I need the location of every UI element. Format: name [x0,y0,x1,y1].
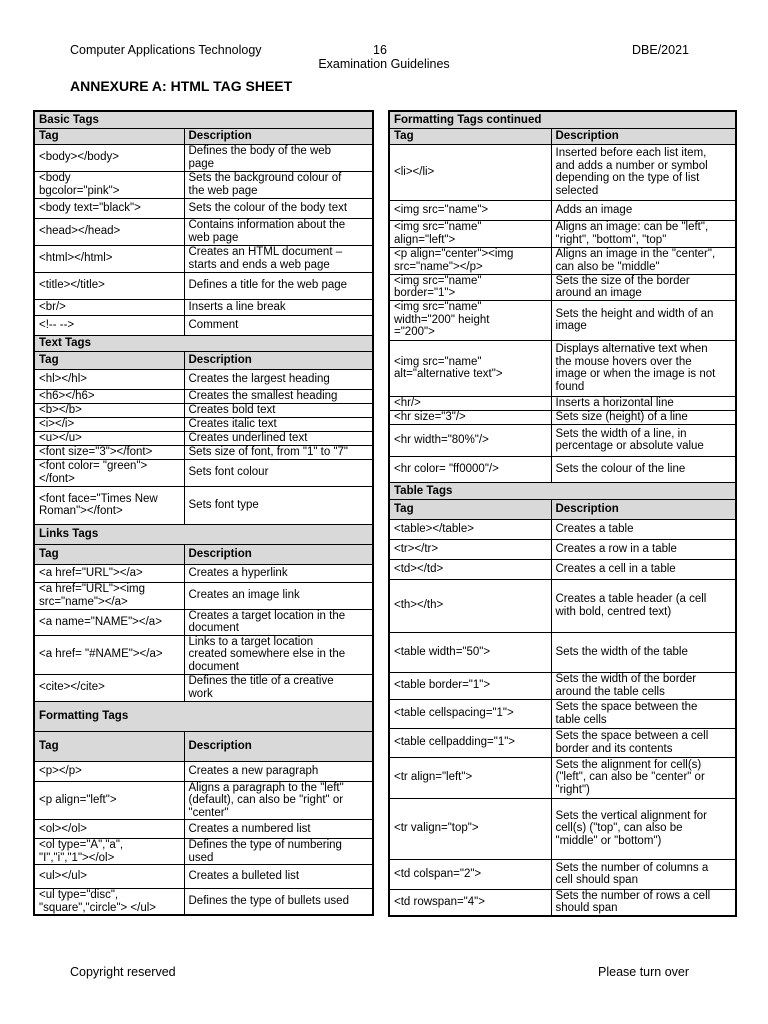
table-row [389,579,736,632]
table-row [34,865,373,889]
description-cell: Creates a new paragraph [184,761,373,781]
table-row [34,218,373,245]
table-row [34,299,373,315]
tag-cell: <li></li> [389,144,551,200]
description-cell: Creates a table header (a cell with bold, centred text) [551,579,736,632]
table-row [34,486,373,524]
description-cell: Sets the number of columns a cell should span [551,859,736,889]
table-row [34,609,373,635]
page-title: ANNEXURE A: HTML TAG SHEET [70,78,293,94]
footer-copyright: Copyright reserved [70,965,176,979]
tag-cell: <br/> [34,299,184,315]
table-row [34,431,373,445]
description-cell: Sets the width of the table [551,632,736,672]
description-cell: Inserts a horizontal line [551,396,736,410]
description-cell: Creates the largest heading [184,369,373,389]
table-row [34,315,373,335]
tag-cell: <cite></cite> [34,674,184,701]
table-row [389,247,736,274]
table-row [389,699,736,728]
description-cell: Comment [184,315,373,335]
table-row [389,859,736,889]
description-column-header: Description [184,544,373,564]
tag-cell: <body></body> [34,144,184,171]
tag-cell: <img src="name"> [389,200,551,220]
table-row [389,539,736,559]
tag-cell: <img src="name" border="1"> [389,274,551,300]
table-row [389,798,736,859]
description-cell: Sets font colour [184,459,373,486]
table-row [389,220,736,247]
table-row [389,200,736,220]
tag-cell: <table width="50"> [389,632,551,672]
table-row [34,389,373,403]
tag-cell: <ol></ol> [34,820,184,839]
tag-cell: <p></p> [34,761,184,781]
tag-cell: <img src="name" alt="alternative text"> [389,340,551,396]
description-cell: Creates a bulleted list [184,865,373,889]
table-row [389,728,736,757]
description-cell: Sets size of font, from "1" to "7" [184,445,373,459]
section-title: Table Tags [389,482,736,499]
tag-cell: <ul type="disc", "square","circle"> </ul> [34,889,184,916]
description-cell: Sets the vertical alignment for cell(s) ("top", can also be "middle" or "bottom") [551,798,736,859]
tag-cell: <td colspan="2"> [389,859,551,889]
description-cell: Creates the smallest heading [184,389,373,403]
table-row [389,889,736,916]
left-tag-table [33,110,374,916]
description-cell: Sets font type [184,486,373,524]
description-cell: Sets the space between the table cells [551,699,736,728]
description-cell: Creates an HTML document – starts and ends a web page [184,245,373,272]
description-cell: Creates a hyperlink [184,564,373,582]
column-header-row [34,351,373,369]
table-row [34,144,373,171]
tag-cell: <p align="center"><img src="name"></p> [389,247,551,274]
description-cell: Aligns a paragraph to the "left" (default), can also be "right" or "center" [184,781,373,820]
description-cell: Creates a row in a table [551,539,736,559]
table-row [34,445,373,459]
table-row [34,635,373,674]
header-code: DBE/2021 [632,43,689,57]
tag-cell: <a href="URL"></a> [34,564,184,582]
column-header-row [34,544,373,564]
description-cell: Creates bold text [184,403,373,417]
table-row [34,245,373,272]
table-row [34,564,373,582]
tag-cell: <table cellpadding="1"> [389,728,551,757]
column-header-row [34,128,373,144]
table-row [34,459,373,486]
tag-cell: <tr></tr> [389,539,551,559]
description-cell: Sets the colour of the line [551,456,736,482]
column-header-row [389,128,736,144]
description-cell: Sets the alignment for cell(s) ("left", can also be "center" or "right") [551,757,736,798]
table-row [389,757,736,798]
tag-cell: <i></i> [34,417,184,431]
table-row [34,820,373,839]
description-cell: Sets the width of the border around the table cells [551,672,736,699]
table-row [34,839,373,865]
description-cell: Sets the background colour of the web page [184,171,373,198]
tag-cell: <!-- --> [34,315,184,335]
description-cell: Creates italic text [184,417,373,431]
tag-cell: <body bgcolor="pink"> [34,171,184,198]
header-subtitle: Examination Guidelines [318,57,450,71]
tag-cell: <a href= "#NAME"></a> [34,635,184,674]
section-header [34,524,373,544]
table-row [34,761,373,781]
tag-cell: <tr align="left"> [389,757,551,798]
tag-cell: <p align="left"> [34,781,184,820]
table-row [389,519,736,539]
section-header [34,335,373,351]
tag-cell: <font size="3"></font> [34,445,184,459]
description-cell: Creates underlined text [184,431,373,445]
description-cell: Creates an image link [184,582,373,609]
tag-cell: <table border="1"> [389,672,551,699]
table-row [34,369,373,389]
section-title: Formatting Tags continued [389,111,736,128]
table-row [34,781,373,820]
table-row [34,272,373,299]
tag-cell: <table cellspacing="1"> [389,699,551,728]
table-row [389,410,736,424]
description-cell: Defines the body of the web page [184,144,373,171]
section-header [389,111,736,128]
description-cell: Defines the type of numbering used [184,839,373,865]
table-row [389,424,736,456]
description-cell: Sets the colour of the body text [184,198,373,218]
section-title: Basic Tags [34,111,373,128]
tag-cell: <title></title> [34,272,184,299]
tag-cell: <td rowspan="4"> [389,889,551,916]
tag-cell: <hr size="3"/> [389,410,551,424]
tag-cell: <font face="Times New Roman"></font> [34,486,184,524]
tag-column-header: Tag [389,499,551,519]
description-cell: Sets the width of a line, in percentage or absolute value [551,424,736,456]
tag-cell: <html></html> [34,245,184,272]
tag-column-header: Tag [34,351,184,369]
tag-cell: <hr width="80%"/> [389,424,551,456]
description-cell: Sets the size of the border around an image [551,274,736,300]
page-number: 16 [373,43,387,57]
description-cell: Aligns an image: can be "left", "right", "bottom", "top" [551,220,736,247]
tag-column-header: Tag [389,128,551,144]
tag-column-header: Tag [34,731,184,761]
footer-turn-over: Please turn over [598,965,690,979]
description-cell: Inserted before each list item, and adds a number or symbol depending on the type of list selected [551,144,736,200]
tag-cell: <hr/> [389,396,551,410]
description-cell: Creates a numbered list [184,820,373,839]
tag-cell: <b></b> [34,403,184,417]
description-cell: Defines the title of a creative work [184,674,373,701]
description-column-header: Description [184,351,373,369]
description-cell: Sets size (height) of a line [551,410,736,424]
table-row [34,417,373,431]
table-row [389,340,736,396]
table-row [389,300,736,340]
table-row [34,171,373,198]
section-title: Links Tags [34,524,373,544]
table-row [34,198,373,218]
tag-cell: <img src="name" align="left"> [389,220,551,247]
tag-column-header: Tag [34,128,184,144]
description-cell: Sets the number of rows a cell should span [551,889,736,916]
description-cell: Creates a table [551,519,736,539]
description-column-header: Description [184,128,373,144]
table-row [389,144,736,200]
description-cell: Creates a cell in a table [551,559,736,579]
description-cell: Displays alternative text when the mouse hovers over the image or when the image is not found [551,340,736,396]
tag-cell: <tr valign="top"> [389,798,551,859]
section-header [34,111,373,128]
tag-cell: <td></td> [389,559,551,579]
description-cell: Inserts a line break [184,299,373,315]
description-column-header: Description [551,499,736,519]
tag-cell: <ol type="A","a", "I","i","1"></ol> [34,839,184,865]
table-row [34,674,373,701]
description-column-header: Description [184,731,373,761]
table-row [34,582,373,609]
tag-cell: <a name="NAME"></a> [34,609,184,635]
header-subject: Computer Applications Technology [70,43,262,57]
tag-cell: <table></table> [389,519,551,539]
description-cell: Defines a title for the web page [184,272,373,299]
description-cell: Aligns an image in the "center", can also be "middle" [551,247,736,274]
column-header-row [389,499,736,519]
tag-cell: <img src="name" width="200" height ="200"> [389,300,551,340]
right-tag-table [388,110,737,917]
description-cell: Defines the type of bullets used [184,889,373,916]
table-row [389,396,736,410]
table-row [389,672,736,699]
table-row [34,403,373,417]
table-row [389,559,736,579]
tag-cell: <head></head> [34,218,184,245]
section-header [389,482,736,499]
section-header [34,701,373,731]
table-row [34,889,373,916]
description-column-header: Description [551,128,736,144]
tag-cell: <body text="black"> [34,198,184,218]
tag-cell: <a href="URL"><img src="name"></a> [34,582,184,609]
description-cell: Creates a target location in the document [184,609,373,635]
section-title: Text Tags [34,335,373,351]
description-cell: Adds an image [551,200,736,220]
tag-cell: <ul></ul> [34,865,184,889]
tag-cell: <font color= "green"> </font> [34,459,184,486]
tag-cell: <h6></h6> [34,389,184,403]
section-title: Formatting Tags [34,701,373,731]
description-cell: Sets the height and width of an image [551,300,736,340]
tag-cell: <hl></hl> [34,369,184,389]
table-row [389,274,736,300]
tag-cell: <hr color= "ff0000"/> [389,456,551,482]
tag-cell: <th></th> [389,579,551,632]
tag-cell: <u></u> [34,431,184,445]
tag-column-header: Tag [34,544,184,564]
description-cell: Sets the space between a cell border and its contents [551,728,736,757]
table-row [389,632,736,672]
table-row [389,456,736,482]
description-cell: Contains information about the web page [184,218,373,245]
description-cell: Links to a target location created somewhere else in the document [184,635,373,674]
column-header-row [34,731,373,761]
